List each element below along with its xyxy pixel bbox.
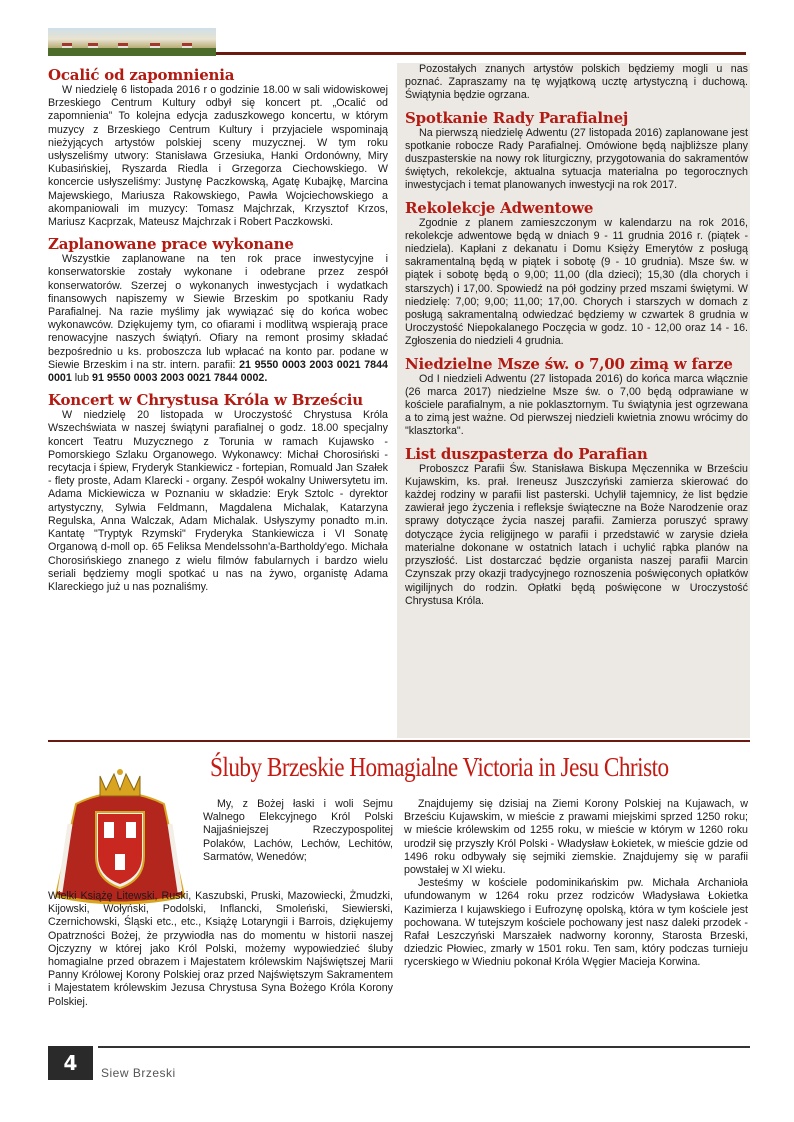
publication-name: Siew Brzeski	[101, 1066, 176, 1080]
section-body-rada: Na pierwszą niedzielę Adwentu (27 listopada 2016) zaplanowane jest spotkanie robocze Rady Parafialnej. Omówione będą najbliższe plany duszpasterskie na nowy rok liturgiczny, przygotowania do sakramentów świętych, rekolekcje, aktualna sytuacja materialna po tegorocznych inwestycjach i temat planowanych inwestycji na rok 2017.	[405, 126, 748, 192]
section-body-msze: Od I niedzieli Adwentu (27 listopada 2016) do końca marca włącznie (26 marca 2017) niedzielne Msze św. o 7,00 będą odprawiane w kościele parafialnym, a nie poklasztornym. Tu świątynia jest ogrzewana a to zimą jest ważne. Od pierwszej niedzieli kwietnia znowu wrócimy do "klasztorka".	[405, 372, 748, 438]
section-title-prace: Zaplanowane prace wykonane	[48, 235, 294, 254]
feature-intro	[203, 798, 393, 864]
section-body-rekolekcje: Zgodnie z planem zamieszczonym w kalendarzu na rok 2016, rekolekcje adwentowe będą w dniach 9 - 11 grudnia 2016 r. (piątek - niedziela). Kapłani z dekanatu i Domu Księży Emerytów z posługą sakramentalną będą w piątek i sobotę (9 - 10 grudnia). Msze św. w piątek i sobotę będą o 9,00; 11,00 (dla dzieci); 15,30 (dla chorych i starszych) i 17,00. Spowiedź na pół godziny przed mszami świętymi. W niedzielę: 7,00; 9,00; 11,00; 17,00. Chorych i starszych w domach z posługą sakramentalną odwiedzać będziemy w czwartek 8 grudnia w Uroczystość Niepokalanego Poczęcia w godz. 10 - 12,00 oraz 14 - 16. Zgłoszenia do niedzieli 4 grudnia.	[405, 216, 748, 348]
section-title-koncert: Koncert w Chrystusa Króla w Brześciu	[48, 391, 363, 410]
section-title-msze: Niedzielne Msze św. o 7,00 zimą w farze	[405, 354, 733, 373]
section-body-continued: Pozostałych znanych artystów polskich będziemy mogli u nas poznać. Zapraszamy na tę wyjątkową ucztę artystyczną i duchową. Świątynia będzie ogrzana.	[405, 63, 748, 102]
feature-right-paragraph-1: Znajdujemy się dzisiaj na Ziemi Korony Polskiej na Kujawach, w Brześciu Kujawskim, w mieście z prawami miejskimi sprzed 1250 roku; w mieście królewskim od 1255 roku, w mieście w którym w 1260 roku urodził się przyszły Król Polski - Władysław Łokietek, w mieście gdzie od 1496 roku odbywały się sejmiki ziemskie. Znajdujemy się w parafii powstałej w XI wieku.	[404, 798, 748, 877]
feature-right-body	[404, 798, 748, 970]
section-body-list: Proboszcz Parafii Św. Stanisława Biskupa Męczennika w Brześciu Kujawskim, ks. prał. Ireneusz Juszczyński zamierza skierować do każdej rodziny w parafii list pasterski. Uchylił tajemnicy, że list będzie zawierał jego życzenia i refleksje świąteczne na Boże Narodzenie oraz sprawy dotyczące życia naszej parafii. Zamierza poruszyć sprawy dotyczące życia religijnego w parafii i przedstawić w zarysie dzieła materialne dokonane w ostatnich latach i uchylić rąbka planów na przyszłość. List dostarczać będzie organista naszej parafii Marcin Czynszak przy okazji tradycyjnego roznoszenia poświęconych opłatków wigilijnych do rodzin. Opłatki będą poświęcone w Uroczystość Chrystusa Króla.	[405, 462, 748, 607]
header-village-photo	[48, 28, 216, 56]
feature-intro-text: My, z Bożej łaski i woli Sejmu Walnego Elekcyjnego Król Polski Najjaśniejszej Rzeczypospolitej Polaków, Lachów, Lechów, Lechitów, Sarmatów, Wenedów;	[203, 798, 393, 863]
feature-left-body	[48, 890, 393, 1009]
section-title-rada: Spotkanie Rady Parafialnej	[405, 108, 629, 127]
bank-account-2: 91 9550 0003 2003 0021 7844 0002.	[92, 372, 268, 385]
section-title-rekolekcje: Rekolekcje Adwentowe	[405, 198, 594, 217]
feature-left-text: Wielki Książę Litewski, Ruski, Kaszubski, Pruski, Mazowiecki, Żmudzki, Kijowski, Wołyński, Podolski, Inflancki, Smoleński, Siewierski, Czernichowski, Śląski etc., etc., Książę Lotaryngii i Barrois, dziękujemy Opatrzności Bożej, że przywiodła nas do momentu w historii naszej Ojczyzny w której jako Król Polski, możemy wypowiedzieć śluby homagialne przed obrazem i Majestatem królewskim Najświętszej Marii Panny Królowej Korony Polskiej oraz przed Najświętszym Sakramentem i Majestatem królewskim Jezusa Chrystusa Syna Bożego Króla Korony Polskiej.	[48, 890, 393, 1008]
feature-right-paragraph-2: Jesteśmy w kościele podominikańskim pw. Michała Archanioła ufundowanym w 1264 roku przez rodziców Władysława Łokietka Kazimierza I kujawskiego i Eufrozynę opolską, która w tym kościele jest pochowana. W tutejszym kościele pochowany jest nasz daleki przodek - Rafał Leszczyński Marszałek nadworny koronny, Starosta Brzeski, dziedzic Płowiec, zmarły w 1501 roku. Ten sam, który podczas turnieju rycerskiego w Wiedniu pokonał Króla Węgier Macieja Korwina.	[404, 877, 748, 969]
bank-account-1: 21 9550 0003 2003 0021 7844 0001	[48, 358, 388, 385]
section-body-prace: Wszystkie zaplanowane na ten rok prace inwestycyjne i konserwatorskie zostały wykonane i odebrane przez zespół konserwatorów. Szerzej o wykonanych inwestycjach i wydatkach finansowych napiszemy w Siewie Brzeskim po spotkaniu Rady Parafialnej. Na razie myślimy jak wywiązać się do końca wobec wykonawców. Dziękujemy tym, co ofiarami i modlitwą wspierają prace renowacyjne naszych świątyń. Ofiary na remont prosimy składać bezpośrednio u ks. proboszcza lub wpłacać na konto par. podane w Siewie Brzeskim i na str. intern. parafii: 21 9550 0003 2003 0021 7844 0001 lub 91 9550 0003 2003 0021 7844 0002.	[48, 253, 388, 385]
section-body-ocalic: W niedzielę 6 listopada 2016 r o godzinie 18.00 w sali widowiskowej Brzeskiego Centrum Kultury odbył się koncert pt. „Ocalić od zapomnienia” To kolejna edycja zaduszkowego koncertu, w którym muzycy z Brzeskiego Centrum Kultury i przyjaciele wspominają nieżyjących artystów polskiej sceny muzycznej. W tym roku usłyszeliśmy utwory: Stanisława Grzesiuka, Hanki Ordonówny, Miry Kubasińskiej, Ryszarda Riedla i Grzegorza Ciechowskiego. W koncercie usłyszeliśmy: Justynę Paczkowską, Agatę Kubajkę, Marcina Majewskiego, Mariusza Rakowskiego, Pawła Wojciechowskiego a akompaniowali im muzycy: Tomasz Majchrzak, Krzysztof Krzos, Mariusz Kacprzak, Mateusz Majchrzak i Robert Paczkowski.	[48, 84, 388, 229]
section-divider	[48, 740, 750, 742]
section-title-list: List duszpasterza do Parafian	[405, 444, 648, 463]
page-number: 4	[48, 1046, 93, 1080]
right-column	[405, 63, 748, 608]
section-body-koncert: W niedzielę 20 listopada w Uroczystość Chrystusa Króla Wszechświata w naszej świątyni parafialnej o godz. 18.00 specjalny koncert Teatru Muzycznego z Torunia w ramach Kujawsko - Pomorskiego Szlaku Organowego. Wykonawcy: Michał Chorosiński - recytacja i śpiew, Fryderyk Stankiewicz - fortepian, Romuald Jan Szałek - flety proste, Adam Klarecki - organy. Zespół wokalny Uniwersytetu im. Adama Mickiewicza w Poznaniu w składzie: Eryk Sztolc - dyrektor artystyczny, Sylwia Feldmann, Magdalena Michalak, Katarzyna Regulska, Anna Walczak, Adam Michalak. Usłyszymy ponadto m.in. Kantatę "Tryptyk Rzymski" Fryderyka Stankiewicza i VI Sonatę Organową d-moll op. 65 Feliksa Mendelssohn'a-Bartholdy'ego. Michała Chorosińskiego znanego z wielu filmów fabularnych i bardzo wielu seriali będziemy mogli spotkać u nas na żywo, organistę Adama Klareckiego już u nas poznaliśmy.	[48, 409, 388, 593]
left-column	[48, 66, 388, 594]
section-title-ocalic: Ocalić od zapomnienia	[48, 66, 235, 84]
header-rule	[216, 52, 746, 55]
footer-rule	[98, 1046, 750, 1048]
feature-title: Śluby Brzeskie Homagialne Victoria in Jesu Christo	[210, 752, 669, 782]
